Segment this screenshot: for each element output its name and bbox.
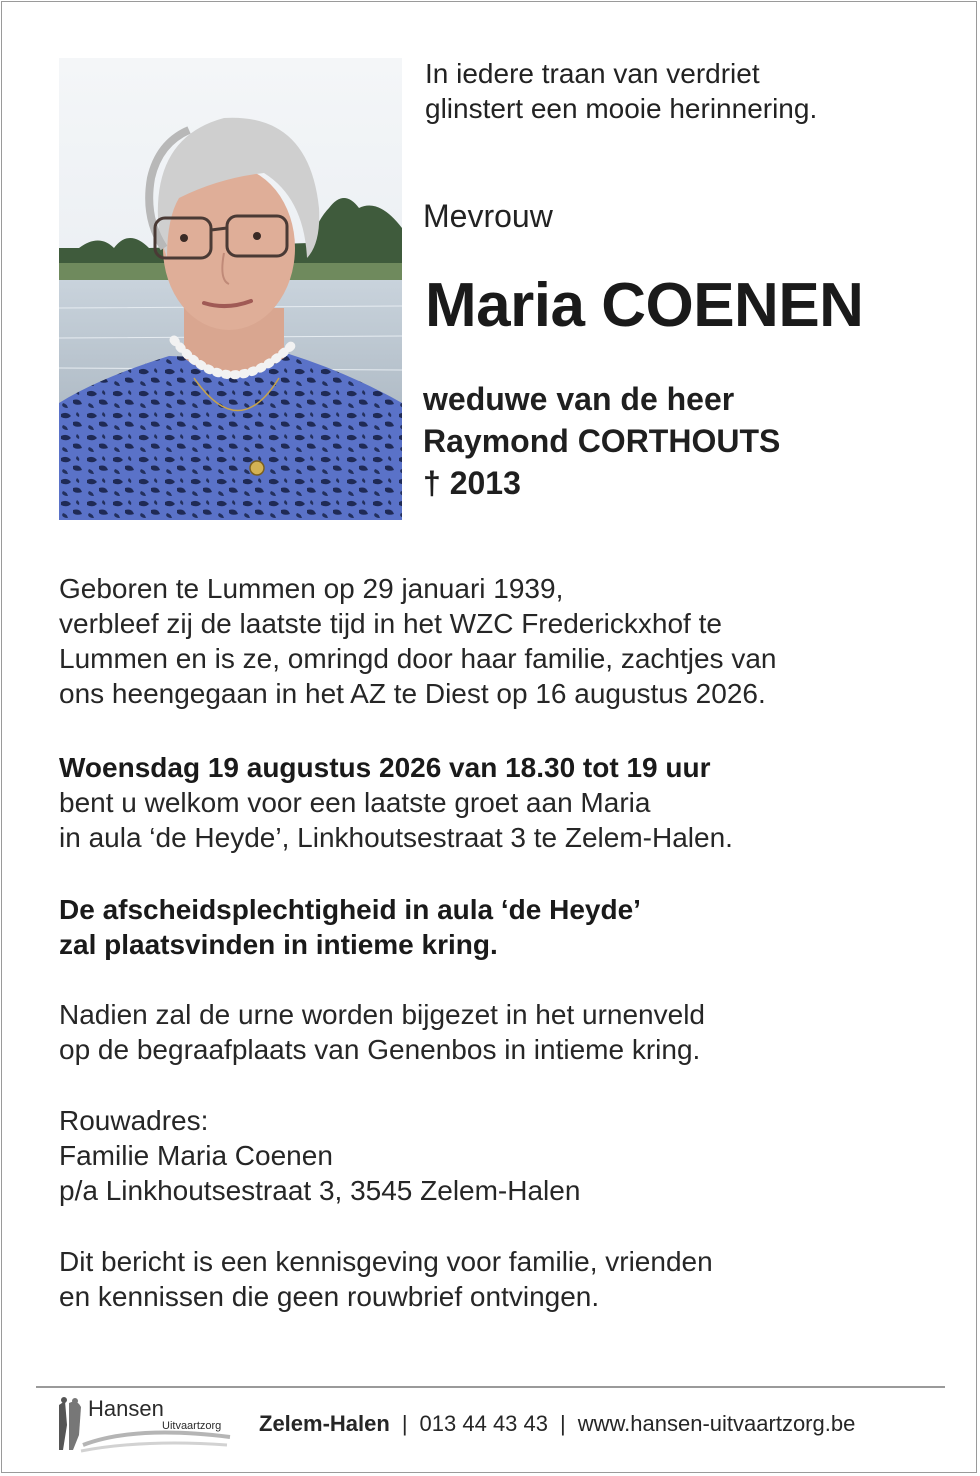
footer-website-link[interactable]: www.hansen-uitvaartzorg.be	[577, 1411, 856, 1436]
hansen-logo	[55, 1395, 235, 1455]
burial-line: Nadien zal de urne worden bijgezet in het urnenveld	[59, 999, 705, 1030]
spouse-line: weduwe van de heer	[423, 381, 735, 417]
footer-separator: |	[560, 1411, 566, 1436]
footer-town: Zelem-Halen	[259, 1411, 390, 1436]
footer-divider	[36, 1386, 945, 1388]
logo-name: Hansen	[88, 1396, 164, 1421]
footer-separator: |	[401, 1411, 408, 1436]
ceremony-line: De afscheidsplechtigheid in aula ‘de Heyde’	[59, 894, 641, 925]
ceremony-line: zal plaatsvinden in intieme kring.	[59, 929, 498, 960]
opening-quote	[425, 56, 817, 126]
address-label: Rouwadres:	[59, 1105, 209, 1136]
deceased-name: Maria COENEN	[425, 271, 864, 340]
visitation-heading: Woensdag 19 augustus 2026 van 18.30 tot 19 uur	[59, 752, 711, 783]
visitation-line: bent u welkom voor een laatste groet aan Maria	[59, 787, 651, 818]
address-line: Familie Maria Coenen	[59, 1140, 333, 1171]
portrait-photo	[59, 58, 402, 520]
quote-line: glinstert een mooie herinnering.	[425, 93, 818, 124]
spouse-death-year: † 2013	[423, 465, 521, 501]
spouse-line: Raymond CORTHOUTS	[423, 423, 781, 459]
notice-line: Dit bericht is een kennisgeving voor familie, vrienden	[59, 1246, 713, 1277]
ceremony	[59, 892, 641, 962]
biography-line: verbleef zij de laatste tijd in het WZC Frederickxhof te	[59, 608, 722, 639]
biography-line: ons heengegaan in het AZ te Diest op 16 augustus 2026.	[59, 678, 766, 709]
burial	[59, 997, 705, 1067]
spouse-info	[423, 378, 780, 504]
burial-line: op de begraafplaats van Genenbos in intieme kring.	[59, 1034, 701, 1065]
notice	[59, 1244, 713, 1314]
mourning-address	[59, 1103, 580, 1208]
footer-phone[interactable]: 013 44 43 43	[419, 1411, 549, 1436]
visitation	[59, 750, 733, 855]
notice-line: en kennissen die geen rouwbrief ontvingen.	[59, 1281, 600, 1312]
address-line: p/a Linkhoutsestraat 3, 3545 Zelem-Halen	[59, 1175, 581, 1206]
biography-line: Lummen en is ze, omringd door haar familie, zachtjes van	[59, 643, 777, 674]
visitation-line: in aula ‘de Heyde’, Linkhoutsestraat 3 te Zelem-Halen.	[59, 822, 733, 853]
logo-subtitle: Uitvaartzorg	[162, 1420, 222, 1432]
biography	[59, 571, 776, 711]
footer-contact	[259, 1411, 855, 1437]
salutation: Mevrouw	[423, 198, 553, 234]
quote-line: In iedere traan van verdriet	[425, 58, 760, 89]
biography-line: Geboren te Lummen op 29 januari 1939,	[59, 573, 564, 604]
